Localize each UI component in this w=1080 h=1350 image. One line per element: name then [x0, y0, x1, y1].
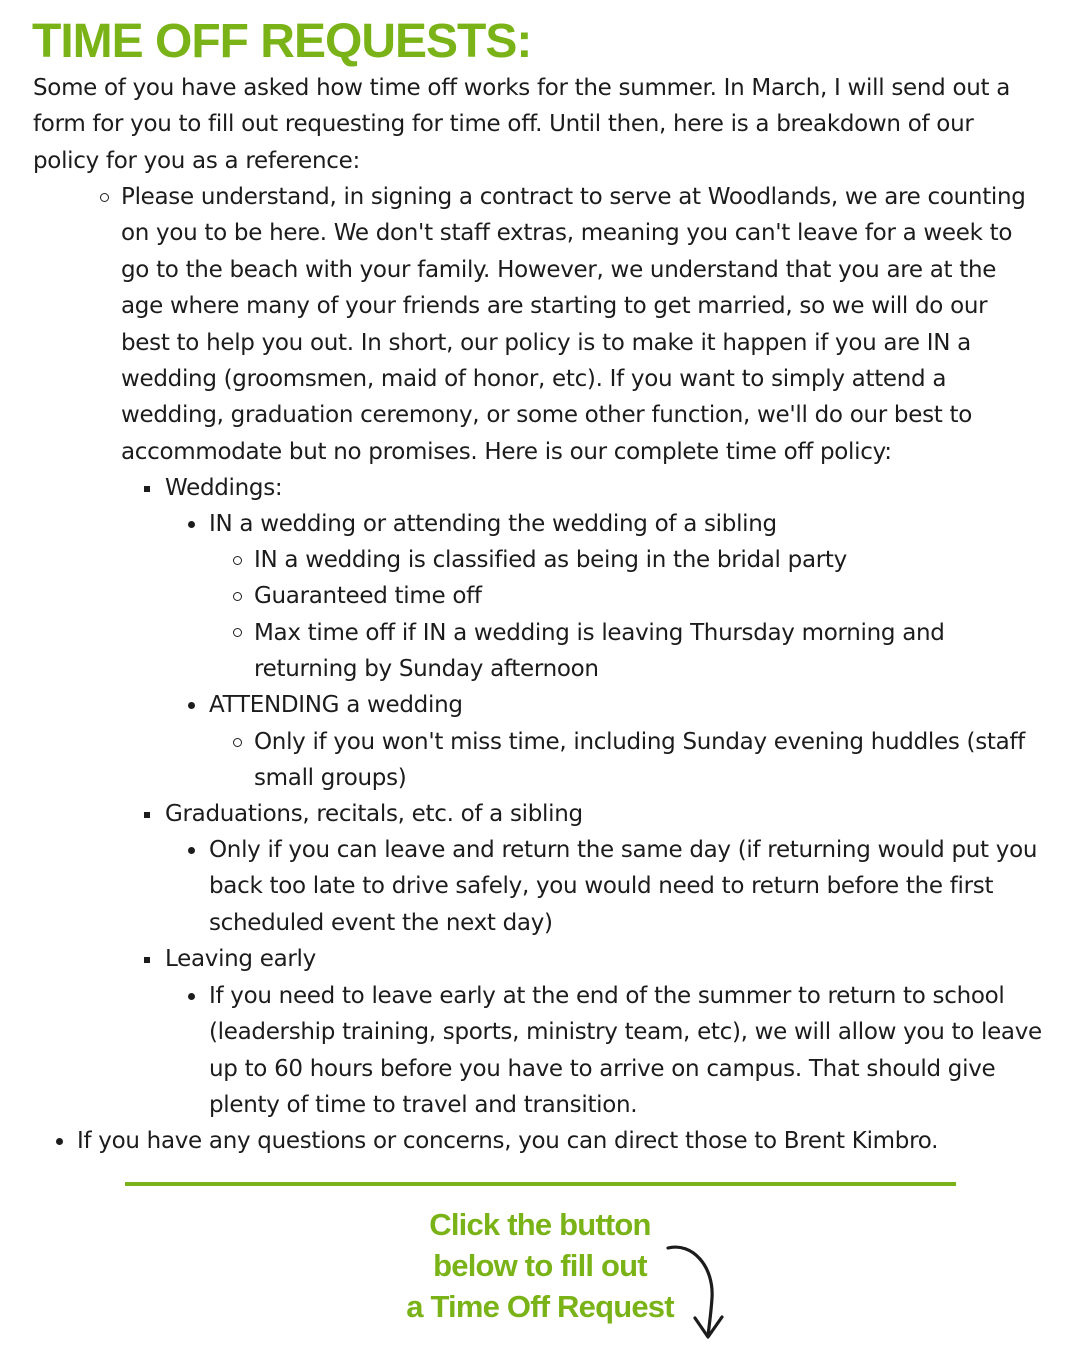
- hollow-bullet-icon: [233, 592, 242, 601]
- policy-list: [121, 179, 1041, 470]
- attending-details: [254, 724, 1044, 797]
- policy-overview-text: Please understand, in signing a contract to serve at Woodlands, we are counting on you to be here. We don't staff extras, meaning you can't leave for a week to go to the beach with your family. However, we understand that you are at the age where many of your friends are starting to get married, so we will do our best to help you out. In short, our policy is to make it happen if you are IN a wedding (groomsmen, maid of honor, etc). If you want to simply attend a wedding, graduation ceremony, or some other function, we'll do our best to accommodate but no promises. Here is our complete time off policy:: [121, 184, 1026, 465]
- list-item: [209, 978, 1054, 1124]
- in-wedding-list: [209, 506, 1049, 542]
- call-to-action: [380, 1204, 700, 1327]
- list-item: [254, 615, 989, 688]
- list-item: [209, 687, 1049, 723]
- attending-list: [209, 687, 1049, 723]
- attending-label: ATTENDING a wedding: [209, 692, 463, 718]
- in-wedding-details: [254, 542, 989, 688]
- page-title: TIME OFF REQUESTS:: [32, 15, 532, 68]
- list-item: [165, 941, 1045, 977]
- square-bullet-icon: [144, 486, 150, 492]
- disc-bullet-icon: [188, 847, 195, 854]
- leaving-early-list: [165, 941, 1045, 977]
- disc-bullet-icon: [56, 1138, 63, 1145]
- detail-text: If you need to leave early at the end of the summer to return to school (leadership training, sports, ministry team, etc), we will allow you to leave up to 60 hours before you have to arrive on campus. That should give plenty of time to travel and transition.: [209, 983, 1042, 1119]
- disc-bullet-icon: [188, 993, 195, 1000]
- list-item: [209, 832, 1054, 941]
- hollow-bullet-icon: [233, 628, 242, 637]
- curved-arrow-down-icon: [662, 1236, 732, 1346]
- square-bullet-icon: [144, 812, 150, 818]
- list-item: [121, 179, 1041, 470]
- cta-line: a Time Off Request: [406, 1289, 674, 1324]
- list-item: [254, 542, 989, 578]
- detail-text: Max time off if IN a wedding is leaving Thursday morning and returning by Sunday afternoon: [254, 619, 945, 683]
- list-item: [209, 506, 1049, 542]
- cta-line: below to fill out: [433, 1248, 647, 1283]
- disc-bullet-icon: [188, 521, 195, 528]
- square-bullet-icon: [144, 957, 150, 963]
- list-item: [77, 1123, 1057, 1159]
- weddings-list: [165, 470, 1045, 506]
- list-item: [165, 796, 1045, 832]
- leaving-early-label: Leaving early: [165, 946, 316, 972]
- graduations-list: [165, 796, 1045, 832]
- intro-paragraph: Some of you have asked how time off works for the summer. In March, I will send out a form for you to fill out requesting for time off. Until then, here is a breakdown of our policy for you as a reference:: [33, 75, 1011, 174]
- list-item: [254, 724, 1044, 797]
- in-wedding-label: IN a wedding or attending the wedding of a sibling: [209, 511, 777, 537]
- list-item: [254, 578, 989, 614]
- section-divider: [125, 1182, 956, 1186]
- disc-bullet-icon: [188, 702, 195, 709]
- cta-line: Click the button: [429, 1207, 651, 1242]
- detail-text: Only if you can leave and return the same day (if returning would put you back too late to drive safely, you would need to return before the first scheduled event the next day): [209, 837, 1038, 936]
- hollow-bullet-icon: [233, 556, 242, 565]
- hollow-bullet-icon: [100, 193, 109, 202]
- list-item: [165, 470, 1045, 506]
- detail-text: Only if you won't miss time, including Sunday evening huddles (staff small groups): [254, 729, 1025, 792]
- contact-text: If you have any questions or concerns, you can direct those to Brent Kimbro.: [77, 1128, 939, 1154]
- weddings-label: Weddings:: [165, 475, 283, 501]
- detail-text: IN a wedding is classified as being in the bridal party: [254, 547, 847, 573]
- contact-list: [77, 1123, 1057, 1159]
- leaving-early-details: [209, 978, 1054, 1124]
- hollow-bullet-icon: [233, 738, 242, 747]
- detail-text: Guaranteed time off: [254, 583, 482, 610]
- graduations-label: Graduations, recitals, etc. of a sibling: [165, 801, 583, 827]
- graduations-details: [209, 832, 1054, 941]
